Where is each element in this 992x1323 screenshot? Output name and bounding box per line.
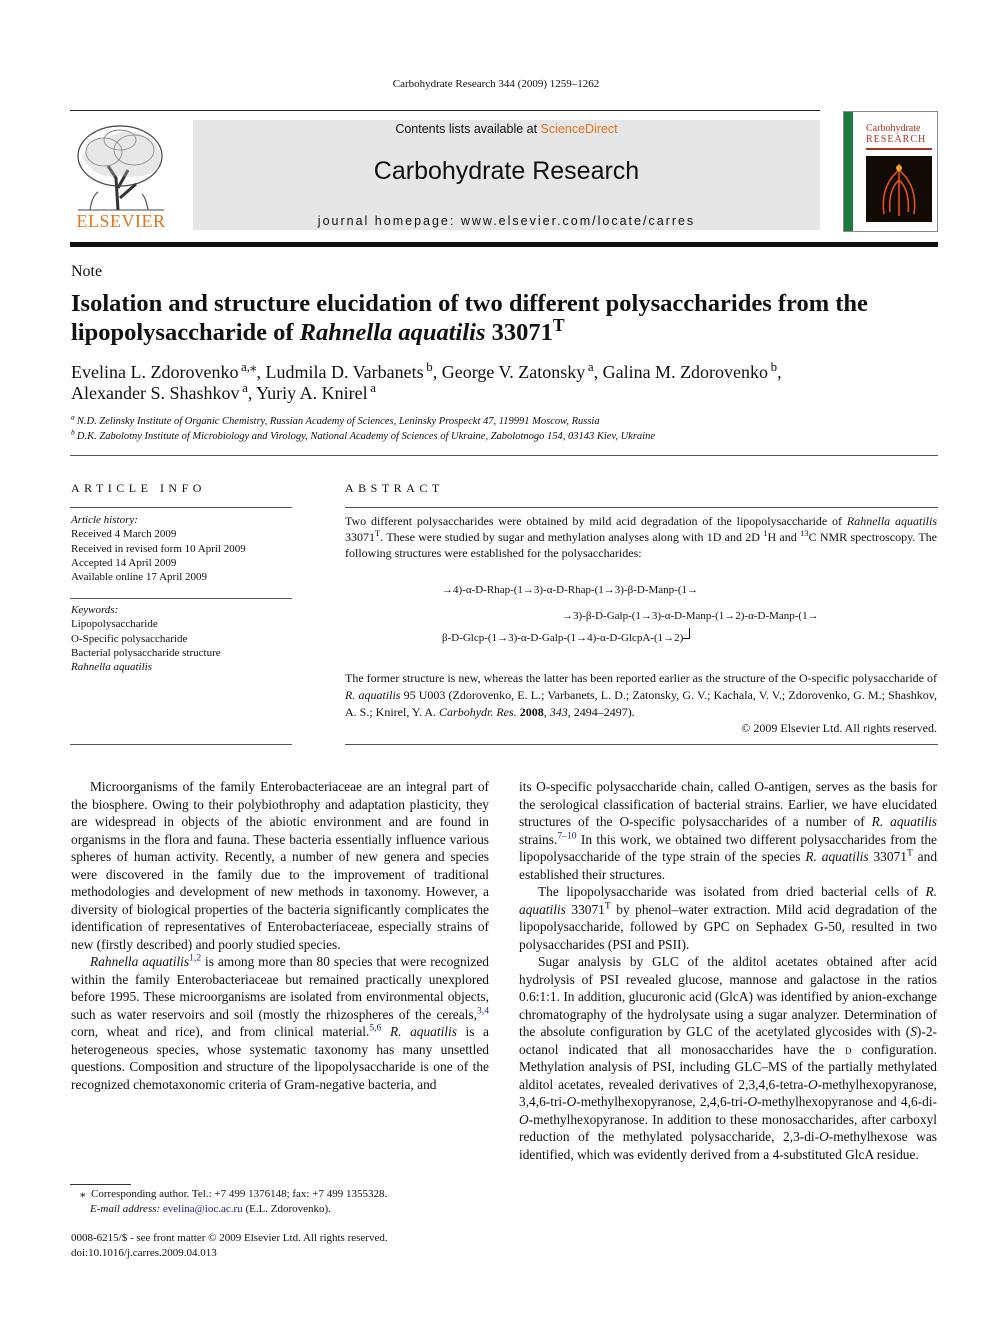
- history-revised: Received in revised form 10 April 2009: [71, 542, 246, 555]
- sciencedirect-link[interactable]: ScienceDirect: [540, 122, 618, 136]
- front-matter-line: 0008-6215/$ - see front matter © 2009 Elsevier Ltd. All rights reserved.: [71, 1232, 388, 1244]
- body-paragraph: its O-specific polysaccharide chain, called O-antigen, serves as the basis for the serological classification of bacterial strains. Earlier, we have elucidated structures of the O-specific polysaccharides of a number of R. aquatilis strains.$^{7-10}$ In this work, we obtained two different polysaccharides from the lipopolysaccharide of the type strain of the species R. aquatilis $33071^T$ and established their structures.: [519, 779, 938, 882]
- footnote-mark: ⁎: [80, 1188, 86, 1200]
- corresponding-author-footnote: ⁎ Corresponding author. Tel.: +7 499 1376148; fax: +7 499 1355328. E-mail address: evelina@ioc.ac.ru (E.L. Zdorovenko).: [80, 1188, 388, 1215]
- footnote-rule: [70, 1184, 131, 1185]
- history-label: Article history:: [71, 514, 138, 526]
- author-affiliation[interactable]: b: [426, 359, 433, 374]
- branch-bracket: [683, 628, 690, 639]
- abstract-bottom-rule: [345, 744, 938, 745]
- abstract-copyright: © 2009 Elsevier Ltd. All rights reserved.: [741, 721, 937, 735]
- author-name[interactable]: Galina M. Zdorovenko: [602, 362, 769, 382]
- body-right-column: [519, 778, 937, 1163]
- history-received: Received 4 March 2009: [71, 528, 177, 541]
- author-affiliation[interactable]: a: [370, 380, 377, 395]
- header-rule: [70, 110, 820, 111]
- abstract-heading: ABSTRACT: [345, 481, 444, 495]
- journal-name: Carbohydrate Research: [373, 157, 640, 185]
- keyword: Lipopolysaccharide: [71, 618, 158, 631]
- author-list: Evelina L. Zdorovenko $^{a,⁎}$, Ludmila D. Varbanets $^b$, George V. Zatonsky $^a$, Galina M. Zdorovenko $^b$, Alexander S. Shashkov $^a$, Yuriy A. Knirel $^a$: [71, 359, 782, 403]
- article-history: [71, 513, 293, 584]
- keyword: Bacterial polysaccharide structure: [71, 646, 221, 659]
- keywords-label: Keywords:: [71, 604, 119, 616]
- header-thick-rule: [70, 242, 938, 247]
- keyword: Rahnella aquatilis: [71, 661, 152, 674]
- structure-psii-main: →3)-β-D-Galp-(1→3)-α-D-Manp-(1→2)-α-D-Manp-(1→: [562, 610, 819, 622]
- elsevier-wordmark: ELSEVIER: [76, 211, 166, 231]
- article-title: [71, 289, 937, 347]
- journal-citation: Carbohydrate Research 344 (2009) 1259–1262: [392, 78, 600, 90]
- body-paragraph: Microorganisms of the family Enterobacteriaceae are an integral part of the biosphere. Owing to their polybiothrophy and adaptation plasticity, they are widespread in objects of the abiotic environment and are found in organisms in the flora and fauna. These bacteria essentially influence various spheres of human activity. Recently, a number of new genera and species were discovered in the family due to the improvement of traditional methodologies and development of new methods in taxonomy. However, a diversity of biological properties of the bacteria significantly complicates the identification of representatives of Enterobacteriaceae, especially strains of new (firstly described) and poorly studied species.: [71, 779, 489, 952]
- article-info-heading: ARTICLE INFO: [71, 481, 206, 495]
- reference-link[interactable]: 7–10: [557, 830, 577, 842]
- issn-doi: [71, 1231, 388, 1260]
- title-species: Rahnella aquatilis: [299, 319, 486, 346]
- journal-homepage[interactable]: journal homepage: www.elsevier.com/locate/carres: [317, 214, 696, 228]
- doi[interactable]: doi:10.1016/j.carres.2009.04.013: [71, 1246, 217, 1259]
- cover-divider: [866, 148, 932, 150]
- title-text: Isolation and structure elucidation of two different polysaccharides from the lipopolysaccharide of: [71, 290, 868, 346]
- history-online: Available online 17 April 2009: [71, 571, 208, 584]
- cover-image-icon: [866, 156, 932, 222]
- author-affiliation[interactable]: a,⁎: [241, 359, 257, 374]
- structure-psii-branch: β-D-Glcp-(1→3)-α-D-Galp-(1→4)-α-D-GlcpA-(1→2): [442, 628, 690, 644]
- title-strain: 33071: [485, 319, 553, 346]
- history-accepted: Accepted 14 April 2009: [71, 556, 177, 569]
- affiliation-a: $^a$ N.D. Zelinsky Institute of Organic Chemistry, Russian Academy of Sciences, Leninsky Prospeckt 47, 119991 Moscow, Russia: [71, 412, 600, 427]
- abstract-paragraph-1: Two different polysaccharides were obtained by mild acid degradation of the lipopolysaccharide of Rahnella aquatilis $33071^T$. These were studied by sugar and methylation analyses along with 1D and 2D $^1$H and $^{13}$C NMR spectroscopy. The following structures were established for the polysaccharides:: [345, 514, 937, 560]
- body-paragraph: Sugar analysis by GLC of the alditol acetates obtained after acid hydrolysis of PSI revealed glucose, mannose and galactose in the ratios 0.6:1:1. In addition, glucuronic acid (GlcA) was identified by anion-exchange chromatography of the hydrolysate using a sugar analyzer. Determination of the absolute configuration by GLC of the acetylated glycosides with (S)-2-octanol indicated that all monosaccharides have the d configuration. Methylation analysis of PSI, including GLC–MS of the partially methylated alditol acetates, revealed derivatives of 2,3,4,6-tetra-O-methylhexopyranose, 3,4,6-tri-O-methylhexopyranose, 2,4,6-tri-O-methylhexopyranose and 4,6-di-O-methylhexopyranose. In addition to these monosaccharides, after carboxyl reduction of the methylated polysaccharide, 2,3-di-O-methylhexose was identified, which was evidently derived from a 4-substituted GlcA residue.: [519, 954, 937, 1162]
- abstract-paragraph-2: The former structure is new, whereas the latter has been reported earlier as the structure of the O-specific polysaccharide of R. aquatilis 95 U003 (Zdorovenko, E. L.; Varbanets, L. D.; Zatonsky, G. V.; Kachala, V. V.; Zdorovenko, G. M.; Shashkov, A. S.; Knirel, Y. A. Carbohydr. Res. 2008, 343, 2494–2497).: [345, 671, 937, 719]
- body-paragraph: Rahnella aquatilis$^{1,2}$ is among more than 80 species that were recognized within the family Enterobacteriaceae but remained practically unexplored before 1995. These microorganisms are isolated from environmental objects, such as water reservoirs and soil (mostly the rhizospheres of the cereals,$^{3,4}$ corn, wheat and rice), and from clinical material.$^{5,6}$ R. aquatilis is a heterogeneous species, whose systematic taxonomy has many unsettled questions. Composition and structure of the lipopolysaccharide is one of the recognized chemotaxonomic criteria of Gram-negative bacteria, and: [71, 952, 489, 1092]
- keywords: [71, 603, 293, 674]
- email-link[interactable]: evelina@ioc.ac.ru: [162, 1203, 243, 1215]
- author-name[interactable]: Alexander S. Shashkov: [71, 383, 240, 403]
- affiliation-rule: [70, 455, 938, 456]
- contents-prefix: Contents lists available at: [395, 122, 541, 136]
- article-type: Note: [71, 263, 103, 280]
- journal-cover[interactable]: [843, 111, 938, 232]
- author-name[interactable]: Yuriy A. Knirel: [256, 383, 368, 403]
- elsevier-logo[interactable]: [70, 118, 172, 232]
- body-paragraph: The lipopolysaccharide was isolated from dried bacterial cells of R. aquatilis $33071^T$ by phenol–water extraction. Mild acid degradation of the lipopolysaccharide, followed by GPC on Sephadex G-50, resulted in two polysaccharides (PSI and PSII).: [519, 884, 937, 952]
- reference-link[interactable]: 5,6: [369, 1022, 382, 1034]
- cover-title-line1: Carbohydrate: [866, 123, 921, 134]
- reference-link[interactable]: 1,2: [189, 952, 202, 964]
- article-info-bottom-rule: [70, 744, 292, 745]
- author-affiliation[interactable]: a: [242, 380, 248, 395]
- title-strain-sup: T: [552, 314, 565, 335]
- author-name[interactable]: Ludmila D. Varbanets: [265, 362, 424, 382]
- reference-link[interactable]: 3,4: [476, 1005, 489, 1017]
- structure-psi: →4)-α-D-Rhap-(1→3)-α-D-Rhap-(1→3)-β-D-Manp-(1→: [442, 584, 698, 596]
- author-name[interactable]: George V. Zatonsky: [441, 362, 586, 382]
- abstract-rule: [345, 507, 938, 508]
- body-left-column: [71, 778, 489, 1093]
- author-name[interactable]: Evelina L. Zdorovenko: [71, 362, 239, 382]
- cover-spine: [844, 112, 853, 231]
- cover-title-line2: RESEARCH: [866, 134, 927, 145]
- author-affiliation[interactable]: b: [770, 359, 778, 374]
- keywords-rule: [70, 598, 292, 599]
- contents-available-line: [193, 122, 820, 136]
- keyword: O-Specific polysaccharide: [71, 632, 188, 645]
- affiliations: [71, 414, 937, 444]
- affiliation-b: $^b$ D.K. Zabolotny Institute of Microbiology and Virology, National Academy of Sciences of Ukraine, Zabolotnogo 154, 03143 Kiev, Ukraine: [71, 427, 656, 442]
- author-affiliation[interactable]: a: [587, 359, 594, 374]
- article-info-rule: [70, 507, 292, 508]
